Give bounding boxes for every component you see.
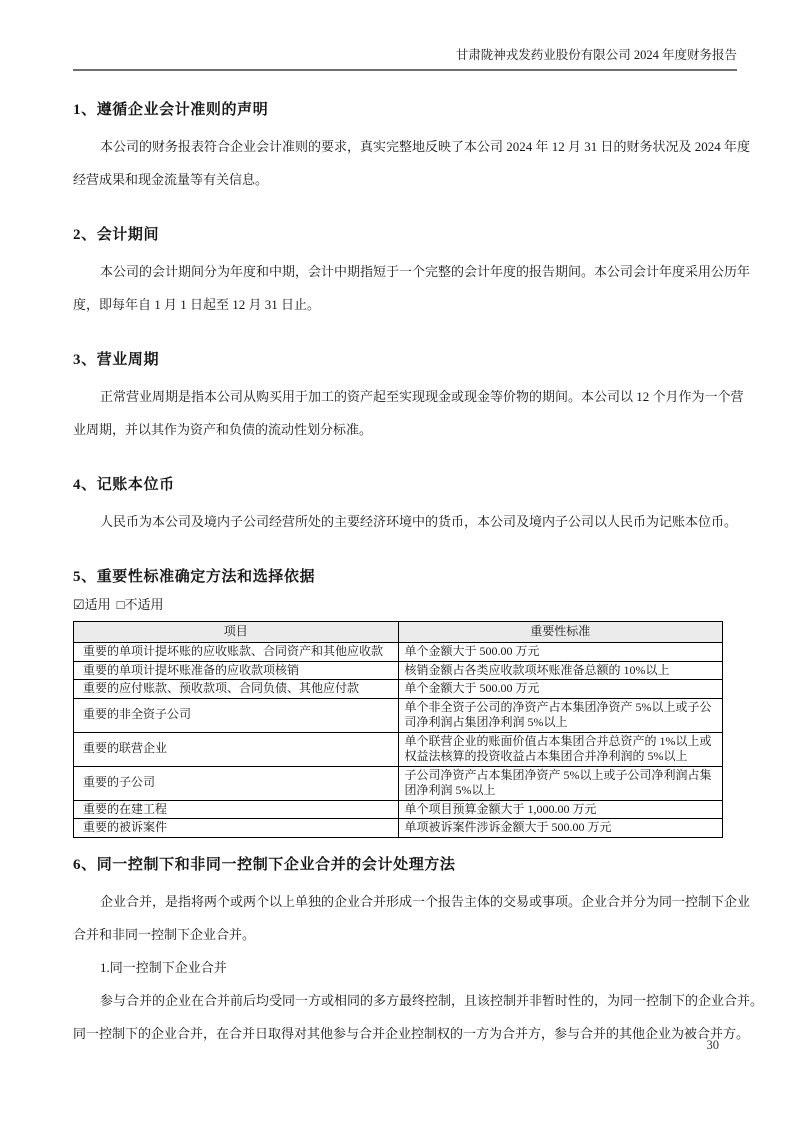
section-6-paragraph (73, 885, 764, 1050)
paragraph-line: 正常营业周期是指本公司从购买用于加工的资产起至实现现金或现金等价物的期间。本公司以 12 个月作为一个营 (100, 389, 744, 404)
section-1 (73, 100, 751, 196)
column-header-standard: 重要性标准 (398, 622, 723, 643)
table-row (74, 680, 723, 699)
paragraph-line: 企业合并，是指将两个或两个以上单独的企业合并形成一个报告主体的交易或事项。企业合并分为同一控制下企业 (100, 893, 751, 909)
section-3 (73, 350, 744, 446)
column-header-item: 项目 (74, 622, 399, 643)
paragraph-line: 同一控制下的企业合并，在合并日取得对其他参与合并企业控制权的一方为合并方，参与合并的其他企业为被合并方。 (73, 1025, 750, 1041)
section-4-title: 4、记账本位币 (73, 477, 175, 493)
not-applicable-label: 不适用 (124, 597, 164, 612)
item-cell: 重要的应付账款、预收款项、合同负债、其他应付款 (74, 680, 399, 699)
section-3-title: 3、营业周期 (73, 352, 160, 368)
header-rule (73, 69, 737, 71)
item-cell: 重要的子公司 (74, 766, 399, 800)
standard-cell: 单个金额大于 500.00 万元 (398, 643, 723, 662)
checked-checkbox-icon: ☑ (73, 597, 85, 612)
item-cell: 重要的单项计提坏账的应收账款、合同资产和其他应收款 (74, 643, 399, 662)
standard-cell: 单个项目预算金额大于 1,000.00 万元 (398, 800, 723, 819)
item-cell: 重要的单项计提坏账准备的应收款项核销 (74, 661, 399, 680)
section-3-paragraph (73, 380, 744, 446)
section-6 (73, 855, 764, 1050)
section-1-title: 1、遵循企业会计准则的声明 (73, 102, 269, 118)
page-header (73, 47, 737, 64)
applicable-option (73, 597, 111, 612)
table-row (74, 766, 723, 800)
table-row (74, 732, 723, 766)
section-2 (73, 225, 751, 321)
paragraph-line: 度，即每年自 1 月 1 日起至 12 月 31 日止。 (73, 297, 321, 312)
standard-cell: 单个联营企业的账面价值占本集团合并总资产的 1%以上或权益法核算的投资收益占本集团合并净利润的 5%以上 (398, 732, 723, 766)
item-cell: 重要的被诉案件 (74, 819, 399, 838)
section-4-paragraph (73, 505, 737, 538)
paragraph-line: 业周期，并以其作为资产和负债的流动性划分标准。 (73, 422, 373, 437)
not-applicable-option (117, 597, 164, 612)
table-row (74, 661, 723, 680)
table-header-row (74, 622, 723, 643)
standard-cell: 单项被诉案件涉诉金额大于 500.00 万元 (398, 819, 723, 838)
paragraph-line: 经营成果和现金流量等有关信息。 (73, 172, 269, 187)
section-1-paragraph (73, 130, 751, 196)
materiality-table (73, 621, 723, 838)
section-5 (73, 567, 737, 838)
table-row (74, 698, 723, 732)
section-2-paragraph (73, 255, 751, 321)
item-cell: 重要的非全资子公司 (74, 698, 399, 732)
paragraph-line: 本公司的会计期间分为年度和中期，会计中期指短于一个完整的会计年度的报告期间。本公司会计年度采用公历年 (100, 264, 751, 279)
table-row (74, 800, 723, 819)
section-6-title: 6、同一控制下和非同一控制下企业合并的会计处理方法 (73, 856, 456, 873)
list-item-heading: 1.同一控制下企业合并 (100, 959, 227, 975)
paragraph-line: 本公司的财务报表符合企业会计准则的要求，真实完整地反映了本公司 2024 年 12 月 31 日的财务状况及 2024 年度 (100, 139, 751, 154)
standard-cell: 子公司净资产占本集团净资产 5%以上或子公司净利润占集团净利润 5%以上 (398, 766, 723, 800)
section-2-title: 2、会计期间 (73, 227, 160, 243)
paragraph-line: 参与合并的企业在合并前后均受同一方或相同的多方最终控制，且该控制并非暂时性的，为同一控制下的企业合并。 (100, 992, 764, 1008)
standard-cell: 单个非全资子公司的净资产占本集团净资产 5%以上或子公司净利润占集团净利润 5%以上 (398, 698, 723, 732)
item-cell: 重要的在建工程 (74, 800, 399, 819)
applicability-row (73, 596, 737, 614)
section-4 (73, 475, 737, 538)
standard-cell: 单个金额大于 500.00 万元 (398, 680, 723, 699)
standard-cell: 核销金额占各类应收款项坏账准备总额的 10%以上 (398, 661, 723, 680)
item-cell: 重要的联营企业 (74, 732, 399, 766)
applicable-label: 适用 (84, 597, 111, 612)
table-row (74, 819, 723, 838)
paragraph-line: 人民币为本公司及境内子公司经营所处的主要经济环境中的货币，本公司及境内子公司以人民币为记账本位币。 (100, 514, 738, 529)
section-5-title: 5、重要性标准确定方法和选择依据 (73, 569, 316, 585)
header-title: 甘肃陇神戎发药业股份有限公司 2024 年度财务报告 (455, 48, 737, 62)
page-number: 30 (706, 1038, 719, 1052)
unchecked-checkbox-icon: □ (116, 597, 125, 612)
paragraph-line: 合并和非同一控制下企业合并。 (73, 926, 256, 942)
table-row (74, 643, 723, 662)
